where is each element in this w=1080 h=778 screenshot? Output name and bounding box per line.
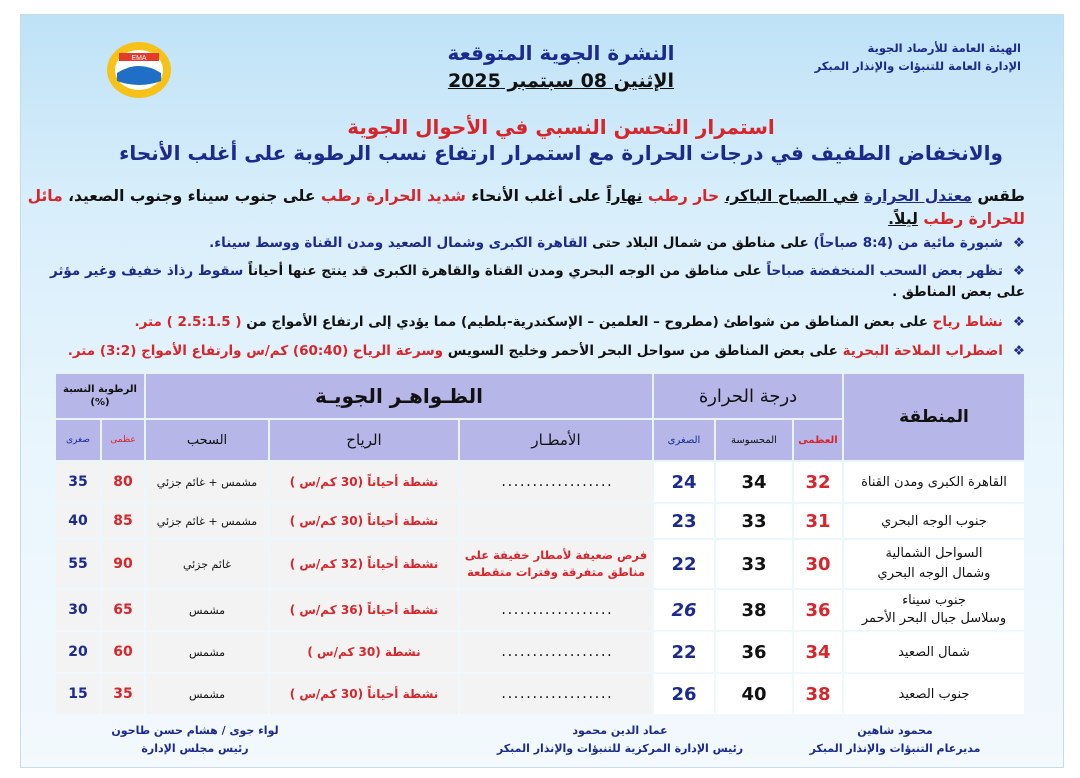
- region-cell: جنوب الصعيد: [844, 674, 1024, 714]
- temp-max: 34: [794, 632, 842, 672]
- humidity-min: 20: [56, 632, 100, 672]
- temp-min: 24: [654, 462, 714, 502]
- temp-max: 32: [794, 462, 842, 502]
- temp-min: 22: [654, 632, 714, 672]
- temp-feels: 33: [716, 504, 792, 538]
- bulletin-date: الإثنين 08 سبتمبر 2025: [447, 70, 675, 92]
- cloud-cell: مشمس: [146, 632, 268, 672]
- cloud-cell: مشمس + غائم جزئي: [146, 462, 268, 502]
- region-cell: جنوب الوجه البحري: [844, 504, 1024, 538]
- bullet-marine: ❖اضطراب الملاحة البحرية على بعض المناطق من سواحل البحر الأحمر وخليج السويس وسرعة الرياح (60:40) كم/س وارتفاع الأمواج (3:2) متر.: [67, 343, 1025, 359]
- region-cell: شمال الصعيد: [844, 632, 1024, 672]
- cloud-cell: مشمس: [146, 674, 268, 714]
- signature-name: لواء جوى / هشام حسن طاحون: [111, 724, 279, 737]
- signature-forecast-director: [770, 722, 1020, 758]
- temp-max: 30: [794, 540, 842, 588]
- temp-max: 36: [794, 590, 842, 630]
- humidity-min: 40: [56, 504, 100, 538]
- region-line-2: وشمال الوجه البحري: [877, 566, 991, 581]
- wind-cell: نشطة أحياناً (30 كم/س ): [270, 674, 458, 714]
- humidity-min: 55: [56, 540, 100, 588]
- wind-cell: نشطة أحياناً (36 كم/س ): [270, 590, 458, 630]
- bullet-fog: ❖شبورة مائية من (8:4 صباحاً) على مناطق من شمال البلاد حتى القاهرة الكبرى وشمال الصعيد ومدن القناة ووسط سيناء.: [209, 235, 1025, 251]
- temp-feels: 34: [716, 462, 792, 502]
- org-name: [815, 39, 1021, 75]
- region-cell: القاهرة الكبرى ومدن القناة: [844, 462, 1024, 502]
- humidity-max: 35: [102, 674, 144, 714]
- rain-cell: [460, 504, 652, 538]
- signature-title: مديرعام التنبؤات والإنذار المبكر: [809, 742, 981, 755]
- rain-line-1: فرص ضعيفة لأمطار خفيفة على: [464, 548, 648, 562]
- header-temperature: درجة الحرارة: [654, 374, 842, 418]
- humidity-min: 30: [56, 590, 100, 630]
- header-wind: الرياح: [270, 420, 458, 460]
- rain-line-2: مناطق متفرقة وفترات متقطعة: [467, 565, 645, 579]
- header-max: العظمى: [794, 420, 842, 460]
- org-line-1: الهيئة العامة للأرصاد الجوية: [867, 41, 1021, 55]
- humidity-min: 35: [56, 462, 100, 502]
- signature-name: عماد الدين محمود: [572, 724, 668, 737]
- header-phenomena: الظـواهـر الجويـة: [146, 374, 652, 418]
- rain-cell: ..................: [460, 632, 652, 672]
- weather-summary: طقس معتدل الحرارة في الصباح الباكر، حار رطب نهاراً على أغلب الأنحاء شديد الحرارة رطب على جنوب سيناء وجنوب الصعيد، مائل للحرارة رطب ليلاً.: [27, 187, 1025, 228]
- humidity-max: 85: [102, 504, 144, 538]
- signature-central-director: [470, 722, 770, 758]
- temp-max: 31: [794, 504, 842, 538]
- header-min: الصغرى: [654, 420, 714, 460]
- humidity-max: 65: [102, 590, 144, 630]
- diamond-bullet-icon: ❖: [1012, 314, 1025, 330]
- svg-text:EMA: EMA: [131, 55, 147, 62]
- signature-chairman: [80, 722, 310, 758]
- signature-title: رئيس مجلس الإدارة: [141, 742, 249, 755]
- wind-cell: نشطة أحياناً (30 كم/س ): [270, 462, 458, 502]
- rain-cell: ..................: [460, 590, 652, 630]
- diamond-bullet-icon: ❖: [1012, 235, 1025, 251]
- temp-feels: 38: [716, 590, 792, 630]
- humidity-max: 80: [102, 462, 144, 502]
- region-cell: [844, 540, 1024, 588]
- bullet-wind: ❖نشاط رياح على بعض المناطق من شواطئ (مطروح – العلمين – الإسكندرية-بلطيم) مما يؤدي إلى ارتفاع الأمواج من ( 2.5:1.5 ) متر.: [134, 314, 1025, 330]
- rain-cell: [460, 540, 652, 588]
- header-region: المنطقة: [844, 374, 1024, 460]
- cloud-cell: غائم جزئي: [146, 540, 268, 588]
- temp-min: 26: [654, 674, 714, 714]
- rain-cell: ..................: [460, 462, 652, 502]
- humidity-max: 60: [102, 632, 144, 672]
- diamond-bullet-icon: ❖: [1012, 263, 1025, 279]
- bullet-clouds: ❖تظهر بعض السحب المنخفضة صباحاً على مناطق من الوجه البحري ومدن القناة والقاهرة الكبرى قد ينتج عنها أحياناً سقوط رذاذ خفيف وغير مؤثر على بعض المناطق .: [49, 263, 1025, 300]
- temp-feels: 40: [716, 674, 792, 714]
- cloud-cell: مشمس + غائم جزئي: [146, 504, 268, 538]
- wind-cell: نشطة أحياناً (30 كم/س ): [270, 504, 458, 538]
- region-line-1: جنوب سيناء: [902, 593, 966, 608]
- temp-feels: 36: [716, 632, 792, 672]
- humidity-max: 90: [102, 540, 144, 588]
- cloud-cell: مشمس: [146, 590, 268, 630]
- ema-logo: [99, 37, 179, 103]
- temp-min: 23: [654, 504, 714, 538]
- header-hum-min: صغرى: [56, 420, 100, 460]
- header-feels: المحسوسة: [716, 420, 792, 460]
- region-line-2: وسلاسل جبال البحر الأحمر: [861, 611, 1007, 626]
- forecast-table: [56, 374, 1024, 714]
- header-hum-max: عظمى: [102, 420, 144, 460]
- header-clouds: السحب: [146, 420, 268, 460]
- header-humidity: الرطوبة النسبة (%): [56, 374, 144, 418]
- headline-2: والانخفاض الطفيف في درجات الحرارة مع استمرار ارتفاع نسب الرطوبة على أغلب الأنحاء: [119, 141, 1003, 165]
- humidity-min: 15: [56, 674, 100, 714]
- org-line-2: الإدارة العامة للتنبؤات والإنذار المبكر: [814, 59, 1021, 73]
- signature-name: محمود شاهين: [857, 724, 933, 737]
- region-line-1: السواحل الشمالية: [885, 546, 983, 561]
- region-cell: [844, 590, 1024, 630]
- bulletin-title: النشرة الجوية المتوقعة: [447, 41, 675, 65]
- diamond-bullet-icon: ❖: [1012, 343, 1025, 359]
- signature-title: رئيس الإدارة المركزية للتنبؤات والإنذار المبكر: [496, 742, 744, 755]
- wind-cell: نشطة (30 كم/س ): [270, 632, 458, 672]
- temp-min: 22: [654, 540, 714, 588]
- temp-min: 26: [654, 590, 714, 630]
- temp-max: 38: [794, 674, 842, 714]
- temp-feels: 33: [716, 540, 792, 588]
- headline-1: استمرار التحسن النسبي في الأحوال الجوية: [347, 115, 775, 139]
- wind-cell: نشطة أحياناً (32 كم/س ): [270, 540, 458, 588]
- header-rain: الأمطـار: [460, 420, 652, 460]
- rain-cell: ..................: [460, 674, 652, 714]
